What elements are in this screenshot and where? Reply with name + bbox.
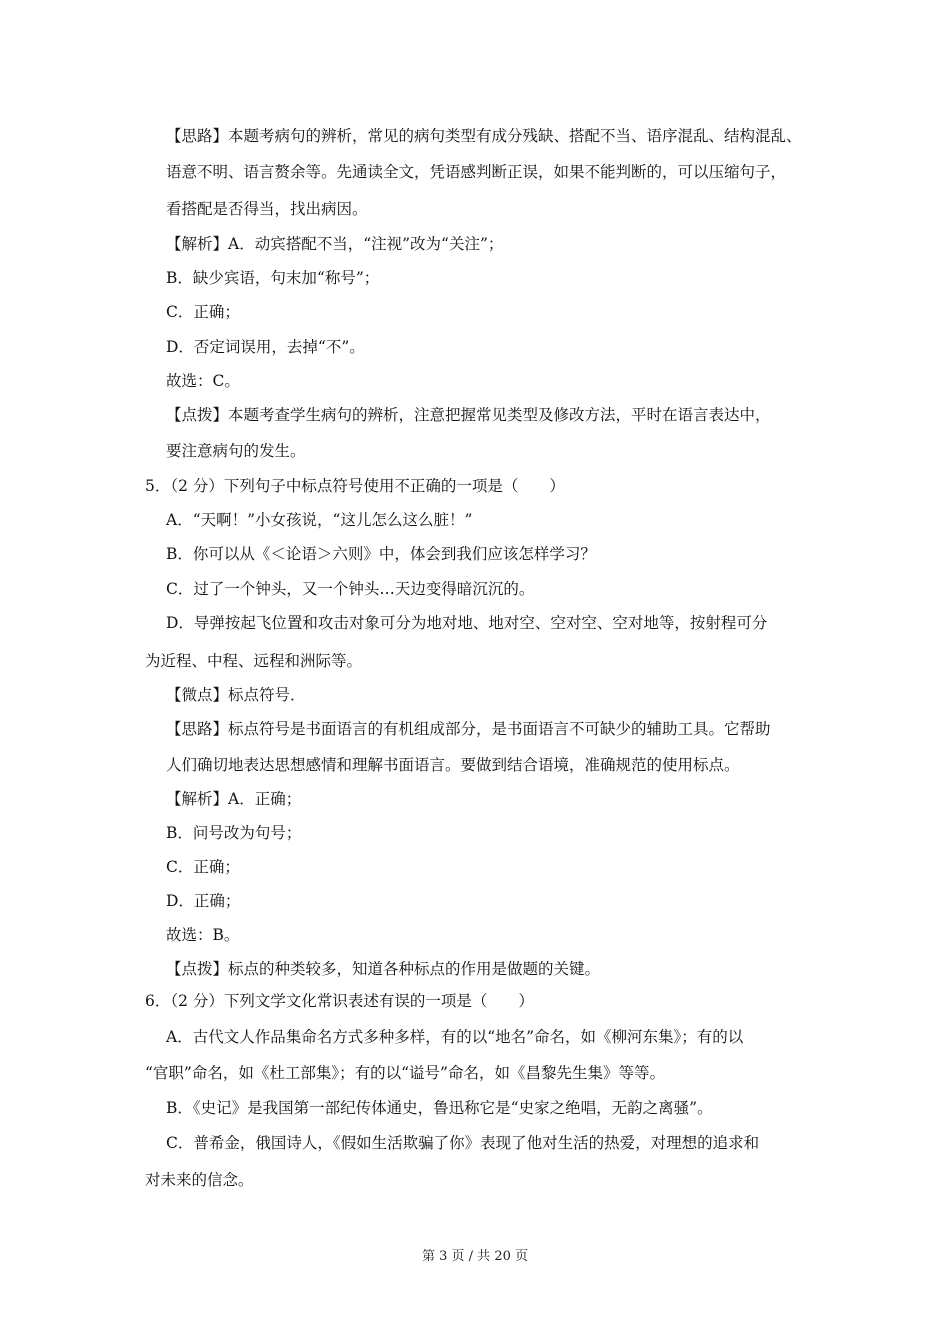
text-line: D．否定词误用，去掉“不”。: [166, 338, 365, 356]
question-6-stem: 6．（2 分）下列文学文化常识表述有误的一项是（ ）: [145, 992, 534, 1010]
question-6-option-c: C．普希金，俄国诗人，《假如生活欺骗了你》表现了他对生活的热爱，对理想的追求和: [166, 1134, 760, 1152]
text-line: 看搭配是否得当，找出病因。: [166, 200, 368, 218]
text-line: 【思路】本题考病句的辨析，常见的病句类型有成分残缺、搭配不当、语序混乱、结构混乱、: [166, 127, 802, 145]
text-line: 【思路】标点符号是书面语言的有机组成部分，是书面语言不可缺少的辅助工具。它帮助: [166, 720, 771, 738]
text-line: 语意不明、语言赘余等。先通读全文，凭语感判断正误，如果不能判断的，可以压缩句子，: [166, 163, 787, 181]
page-footer: 第 3 页 / 共 20 页: [422, 1249, 528, 1264]
question-6-option-a-cont: “官职”命名，如《杜工部集》；有的以“谥号”命名，如《昌黎先生集》等等。: [145, 1064, 665, 1082]
text-line: 【微点】标点符号．: [166, 686, 306, 704]
question-5-option-a: A．“天啊！”小女孩说，“这儿怎么这么脏！”: [166, 511, 473, 529]
question-5-option-b: B．你可以从《＜论语＞六则》中，体会到我们应该怎样学习？: [166, 545, 596, 563]
text-line: 【点拨】标点的种类较多，知道各种标点的作用是做题的关键。: [166, 960, 601, 978]
text-line: 故选：B。: [166, 926, 240, 944]
text-line: D．正确；: [166, 892, 241, 910]
text-line: 故选：C。: [166, 372, 240, 390]
text-line: C．正确；: [166, 858, 240, 876]
text-line: 【解析】A．动宾搭配不当，“注视”改为“关注”；: [166, 235, 504, 253]
question-6-option-a: A．古代文人作品集命名方式多种多样，有的以“地名”命名，如《柳河东集》；有的以: [166, 1028, 744, 1046]
text-line: B．问号改为句号；: [166, 824, 302, 842]
text-line: 要注意病句的发生。: [166, 442, 306, 460]
text-line: 人们确切地表达思想感情和理解书面语言。要做到结合语境，准确规范的使用标点。: [166, 756, 740, 774]
text-line: 【解析】A．正确；: [166, 790, 302, 808]
question-6-option-c-cont: 对未来的信念。: [145, 1171, 254, 1189]
question-5-stem: 5．（2 分）下列句子中标点符号使用不正确的一项是（ ）: [145, 477, 565, 495]
text-line: C．正确；: [166, 303, 240, 321]
question-5-option-d: D．导弹按起飞位置和攻击对象可分为地对地、地对空、空对空、空对地等，按射程可分: [166, 614, 768, 632]
text-line: B．缺少宾语，句末加“称号”；: [166, 269, 380, 287]
text-line: 【点拨】本题考查学生病句的辨析，注意把握常见类型及修改方法，平时在语言表达中，: [166, 406, 771, 424]
question-5-option-d-cont: 为近程、中程、远程和洲际等。: [145, 652, 363, 670]
question-5-option-c: C．过了一个钟头，又一个钟头…天边变得暗沉沉的。: [166, 580, 535, 598]
question-6-option-b: B．《史记》是我国第一部纪传体通史，鲁迅称它是“史家之绝唱，无韵之离骚”。: [166, 1099, 713, 1117]
